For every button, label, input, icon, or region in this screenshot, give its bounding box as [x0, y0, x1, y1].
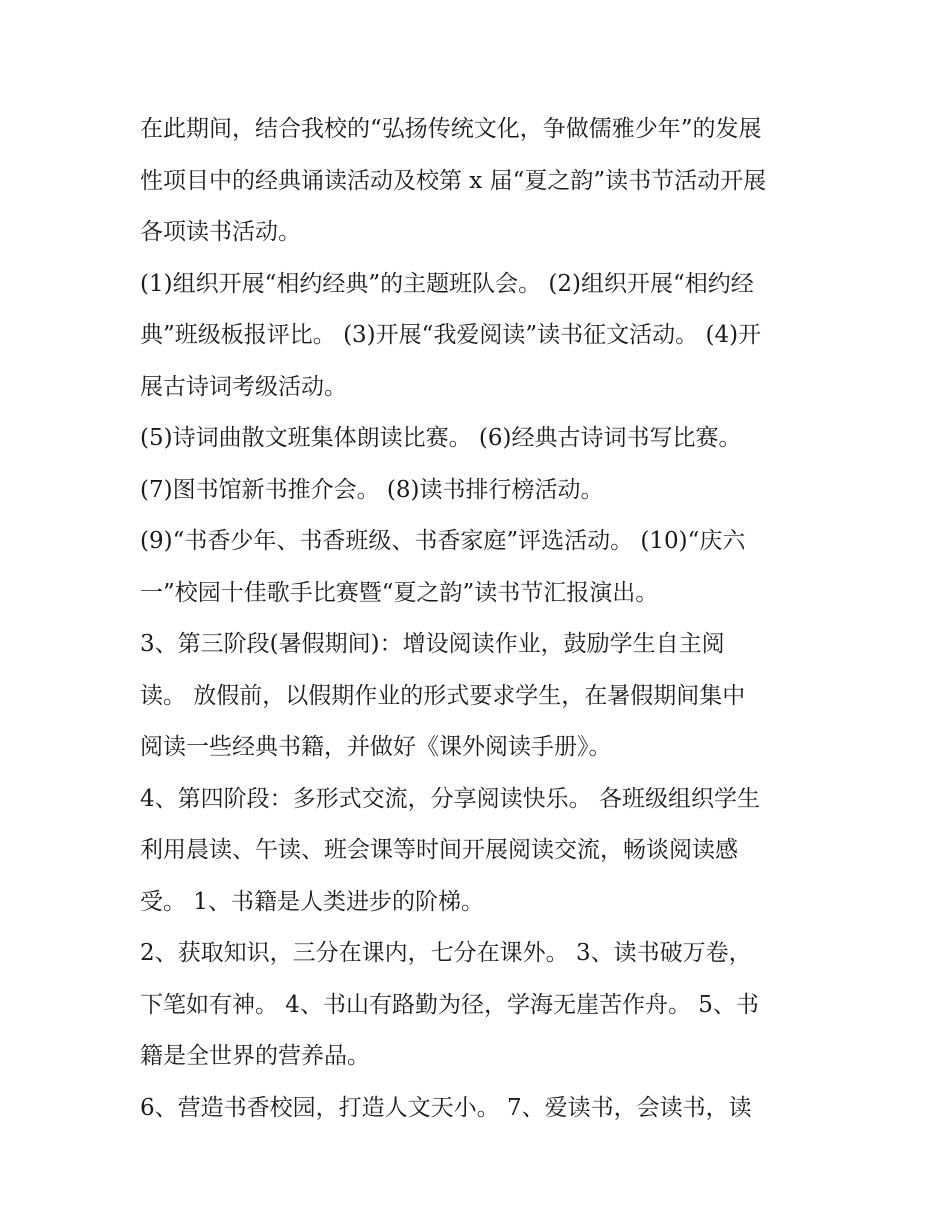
- text-line: 下笔如有神。 4、书山有路勤为径，学海无崖苦作舟。 5、书: [140, 991, 759, 1018]
- body-text: [140, 104, 820, 1134]
- text-line: (7)图书馆新书推介会。 (8)读书排行榜活动。: [140, 476, 604, 503]
- text-line: 一”校园十佳歌手比赛暨“夏之韵”读书节汇报演出。: [140, 579, 659, 606]
- text-line: 在此期间，结合我校的“弘扬传统文化，争做儒雅少年”的发展: [140, 116, 762, 142]
- text-line: 2、获取知识，三分在课内，七分在课外。 3、读书破万卷，: [140, 940, 752, 966]
- text-line: 性项目中的经典诵读活动及校第 x 届“夏之韵”读书节活动开展: [140, 167, 767, 194]
- text-line: 展古诗词考级活动。: [140, 373, 347, 400]
- text-line: 各项读书活动。: [140, 219, 301, 245]
- text-line: 6、营造书香校园，打造人文天小。 7、爱读书，会读书，读: [140, 1094, 752, 1121]
- text-line: 利用晨读、午读、班会课等时间开展阅读交流，畅谈阅读感: [140, 837, 738, 863]
- text-line: (9)“书香少年、书香班级、书香家庭”评选活动。 (10)“庆六: [140, 528, 746, 554]
- text-line: 4、第四阶段：多形式交流，分享阅读快乐。 各班级组织学生: [140, 785, 760, 812]
- text-line: 受。 1、书籍是人类进步的阶梯。: [140, 888, 484, 915]
- text-line: 读。 放假前，以假期作业的形式要求学生，在暑假期间集中: [140, 682, 746, 709]
- text-line: 3、第三阶段(暑假期间)：增设阅读作业，鼓励学生自主阅: [140, 631, 725, 657]
- text-line: 籍是全世界的营养品。: [140, 1043, 370, 1069]
- text-line: 阅读一些经典书籍，并做好《课外阅读手册》。: [140, 734, 612, 760]
- text-line: (5)诗词曲散文班集体朗读比赛。 (6)经典古诗词书写比赛。: [140, 425, 742, 451]
- text-line: 典”班级板报评比。 (3)开展“我爱阅读”读书征文活动。 (4)开: [140, 322, 762, 348]
- text-line: (1)组织开展“相约经典”的主题班队会。 (2)组织开展“相约经: [140, 270, 754, 297]
